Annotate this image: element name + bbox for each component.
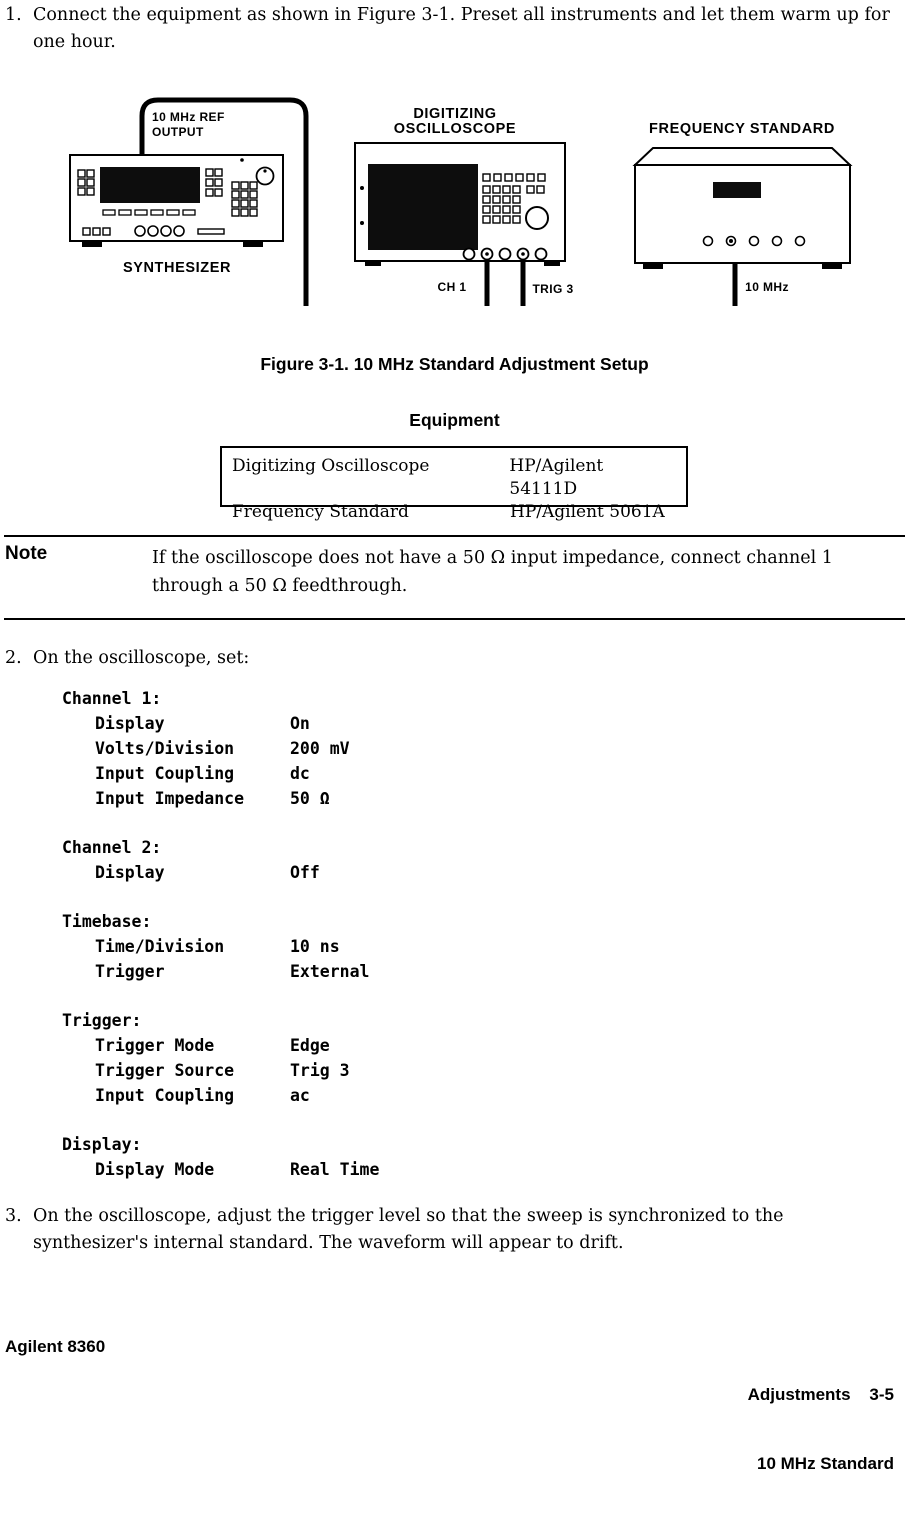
setting-label: Time/Division <box>95 937 225 956</box>
setting-value: dc <box>290 764 310 783</box>
setting-row <box>62 959 379 984</box>
setting-label: Display <box>95 863 165 882</box>
equipment-name: Digitizing Oscilloscope <box>232 456 430 476</box>
step-2-text: On the oscilloscope, set: <box>33 648 250 668</box>
setting-label: Trigger Source <box>95 1061 235 1080</box>
step-1-text: Connect the equipment as shown in Figure 3-1. Preset all instruments and let them warm up for one hour. <box>33 5 890 52</box>
setting-label: Input Impedance <box>95 789 245 808</box>
footer-model-number: Agilent 8360 <box>5 1337 106 1356</box>
setting-value: Trig 3 <box>290 1061 350 1080</box>
setting-value: External <box>290 962 370 981</box>
setting-value: 50 Ω <box>290 789 330 808</box>
setting-label: Trigger <box>95 962 165 981</box>
frequency-standard-foot <box>822 263 842 269</box>
ref-output-label-line2: OUTPUT <box>152 125 204 139</box>
synthesizer-label: SYNTHESIZER <box>122 260 232 276</box>
setting-value: 10 ns <box>290 937 340 956</box>
step-3 <box>5 1203 893 1257</box>
synthesizer-display <box>100 167 200 203</box>
step-2 <box>5 645 893 672</box>
settings-group-title: Timebase: <box>62 912 152 931</box>
setting-row <box>62 711 379 736</box>
settings-group-title: Channel 2: <box>62 838 162 857</box>
frequency-standard-drawing <box>635 148 850 269</box>
step-1 <box>5 2 893 56</box>
trig3-label: TRIG 3 <box>532 282 574 296</box>
equipment-model: HP/Agilent 5061A <box>510 502 665 522</box>
setting-value: Edge <box>290 1036 330 1055</box>
bezel-dot <box>360 186 364 190</box>
panel-dot <box>240 158 244 162</box>
table-row <box>232 501 676 524</box>
ref-output-label-line1: 10 MHz REF <box>152 110 225 124</box>
step-2-number: 2. <box>5 648 22 668</box>
settings-group-channel-2 <box>62 835 379 885</box>
10mhz-label: 10 MHz <box>745 280 789 294</box>
oscilloscope-foot <box>365 261 381 266</box>
setting-value: ac <box>290 1086 310 1105</box>
settings-group-title: Trigger: <box>62 1011 142 1030</box>
equipment-model: HP/Agilent 54111D <box>509 456 604 499</box>
setting-label: Display <box>95 714 165 733</box>
footer-section-line1: Adjustments 3-5 <box>747 1385 894 1404</box>
note-rule-bottom <box>4 618 905 620</box>
equipment-table <box>220 446 688 522</box>
setting-value: 200 mV <box>290 739 350 758</box>
frequency-standard-label: FREQUENCY STANDARD <box>649 121 835 137</box>
synthesizer-foot <box>82 241 102 247</box>
settings-group-title: Display: <box>62 1135 142 1154</box>
setting-row <box>62 1033 379 1058</box>
synthesizer-foot <box>243 241 263 247</box>
bezel-dot <box>360 221 364 225</box>
setting-label: Trigger Mode <box>95 1036 215 1055</box>
figure-caption: Figure 3-1. 10 MHz Standard Adjustment Setup <box>260 354 649 374</box>
step-3-number: 3. <box>5 1206 22 1226</box>
settings-group-display <box>62 1132 379 1182</box>
setting-label: Display Mode <box>95 1160 215 1179</box>
setting-value: Real Time <box>290 1160 380 1179</box>
oscilloscope-settings <box>62 686 379 1206</box>
settings-group-trigger <box>62 1008 379 1108</box>
settings-group-timebase <box>62 909 379 984</box>
knob-dot <box>263 169 266 172</box>
step-1-number: 1. <box>5 5 22 25</box>
setting-row <box>62 1157 379 1182</box>
setup-diagram-svg <box>0 88 909 306</box>
table-row <box>232 455 676 501</box>
note-text: If the oscilloscope does not have a 50 Ω input impedance, connect channel 1 through a 50 Ω feedthrough. <box>152 548 833 596</box>
setting-label: Input Coupling <box>95 764 235 783</box>
setting-label: Input Coupling <box>95 1086 235 1105</box>
equipment-name: Frequency Standard <box>232 502 409 522</box>
equipment-heading: Equipment <box>409 410 500 430</box>
setting-row <box>62 934 379 959</box>
oscilloscope-screen <box>368 164 478 250</box>
setting-label: Volts/Division <box>95 739 235 758</box>
setting-row <box>62 1058 379 1083</box>
frequency-standard-foot <box>643 263 663 269</box>
settings-group-channel-1 <box>62 686 379 811</box>
note-label: Note <box>5 543 48 564</box>
oscilloscope-label-line2: OSCILLOSCOPE <box>393 121 517 137</box>
setting-row <box>62 786 379 811</box>
setting-row <box>62 860 379 885</box>
setting-row <box>62 1083 379 1108</box>
setting-value: Off <box>290 863 320 882</box>
footer-section <box>748 1337 894 1521</box>
oscilloscope-drawing <box>355 143 565 266</box>
note-rule-top <box>4 535 905 537</box>
setting-row <box>62 736 379 761</box>
frequency-standard-display <box>713 182 761 198</box>
settings-group-title: Channel 1: <box>62 689 162 708</box>
synthesizer-drawing <box>70 155 283 247</box>
step-3-text: On the oscilloscope, adjust the trigger level so that the sweep is synchronized to the synthesizer's internal standard. The waveform will appear to drift. <box>33 1206 784 1253</box>
oscilloscope-label-line1: DIGITIZING <box>413 106 497 122</box>
setting-row <box>62 761 379 786</box>
footer-section-line2: 10 MHz Standard <box>757 1454 894 1473</box>
oscilloscope-foot <box>544 261 560 266</box>
ch1-label: CH 1 <box>437 280 467 294</box>
figure-3-1-diagram <box>0 88 909 306</box>
setting-value: On <box>290 714 310 733</box>
